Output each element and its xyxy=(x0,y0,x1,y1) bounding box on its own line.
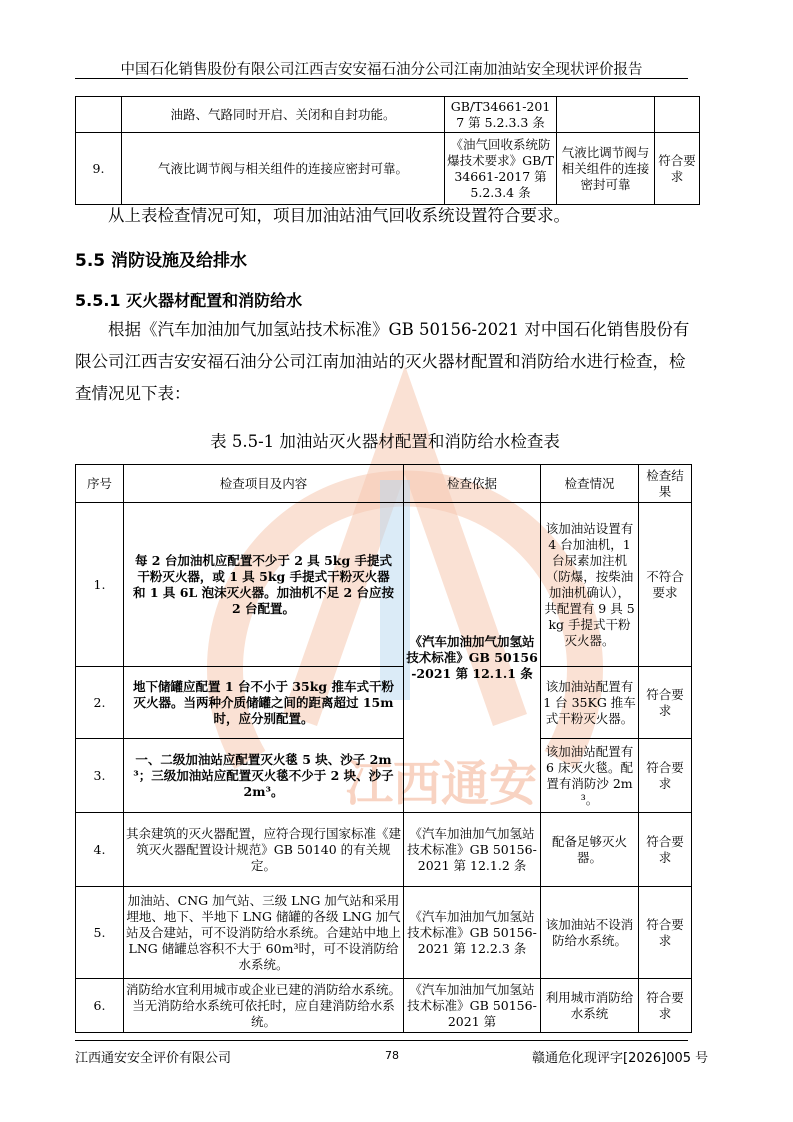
table-row: 3. 一、二级加油站应配置灭火毯 5 块、沙子 2m³；三级加油站应配置灭火毯不少于 2 块、沙子 2m³。 该加油站配置有 6 床灭火毯。配置有消防沙 2m³。 符合要求 xyxy=(76,739,692,813)
table-row: 4. 其余建筑的灭火器配置，应符合现行国家标准《建筑灭火器配置设计规范》GB 50140 的有关规定。 《汽车加油加气加氢站技术标准》GB 50156-2021 第 12.1.2 条 配备足够灭火器。 符合要求 xyxy=(76,813,692,887)
table-row: 1. 每 2 台加油机应配置不少于 2 具 5kg 手提式干粉灭火器，或 1 具 5kg 手提式干粉灭火器和 1 具 6L 泡沫灭火器。加油机不足 2 台应按 2 台配置。 《汽车加油加气加氢站技术标准》GB 50156-2021 第 12.1.1 条 该加油站设置有 4 台加油机，1 台尿素加注机（防爆，按柴油加油机确认），共配置有 9 具 5kg 手提式干粉灭火器。 不符合要求 xyxy=(76,503,692,667)
paragraph-summary: 从上表检查情况可知，项目加油站油气回收系统设置符合要求。 xyxy=(108,206,570,225)
page-header: 中国石化销售股份有限公司江西吉安安福石油分公司江南加油站安全现状评价报告 xyxy=(120,62,643,78)
table-row: 5. 加油站、CNG 加气站、三级 LNG 加气站和采用埋地、地下、半地下 LNG 储罐的各级 LNG 加气站及合建站，可不设消防给水系统。合建站中地上 LNG 储罐总容积不大于 60m³时，可不设消防给水系统。 《汽车加油加气加氢站技术标准》GB 50156-2021 第 12.2.3 条 该加油站不设消防给水系统。 符合要求 xyxy=(76,887,692,979)
table-row: 9. 气液比调节阀与相关组件的连接应密封可靠。 《油气回收系统防爆技术要求》GB/T34661-2017 第 5.2.3.4 条 气液比调节阀与相关组件的连接密封可靠 符合要求 xyxy=(76,133,700,205)
footer-company: 江西通安安全评价有限公司 xyxy=(75,1051,232,1066)
paragraph-intro: 根据《汽车加油加气加氢站技术标准》GB 50156-2021 对中国石化销售股份有限公司江西吉安安福石油分公司江南加油站的灭火器材配置和消防给水进行检查，检查情况见下表： xyxy=(75,320,690,403)
table-caption: 表 5.5-1 加油站灭火器材配置和消防给水检查表 xyxy=(210,432,560,451)
footer-divider xyxy=(75,1040,688,1041)
table-row: 2. 地下储罐应配置 1 台不小于 35kg 推车式干粉灭火器。当两种介质储罐之间的距离超过 15m 时，应分别配置。 该加油站配置有 1 台 35KG 推车式干粉灭火器。 符合要求 xyxy=(76,667,692,739)
page-number: 78 xyxy=(385,1049,399,1062)
document-number: 赣通危化现评字[2026]005 号 xyxy=(532,1051,709,1066)
table-row: 油路、气路同时开启、关闭和自封功能。 GB/T34661-2017 第 5.2.3.3 条 xyxy=(76,97,700,133)
table-header-row: 序号 检查项目及内容 检查依据 检查情况 检查结果 xyxy=(76,465,692,503)
watermark-text: 江西通安 xyxy=(345,756,538,812)
table-top xyxy=(75,96,700,205)
table-main xyxy=(75,464,692,1033)
header-divider xyxy=(75,78,688,79)
subsection-heading: 5.5.1 灭火器材配置和消防给水 xyxy=(75,291,303,310)
section-heading: 5.5 消防设施及给排水 xyxy=(75,251,248,271)
table-row: 6. 消防给水宜利用城市或企业已建的消防给水系统。当无消防给水系统可依托时，应自建消防给水系统。 《汽车加油加气加氢站技术标准》GB 50156-2021 第 利用城市消防给水系统 符合要求 xyxy=(76,979,692,1033)
